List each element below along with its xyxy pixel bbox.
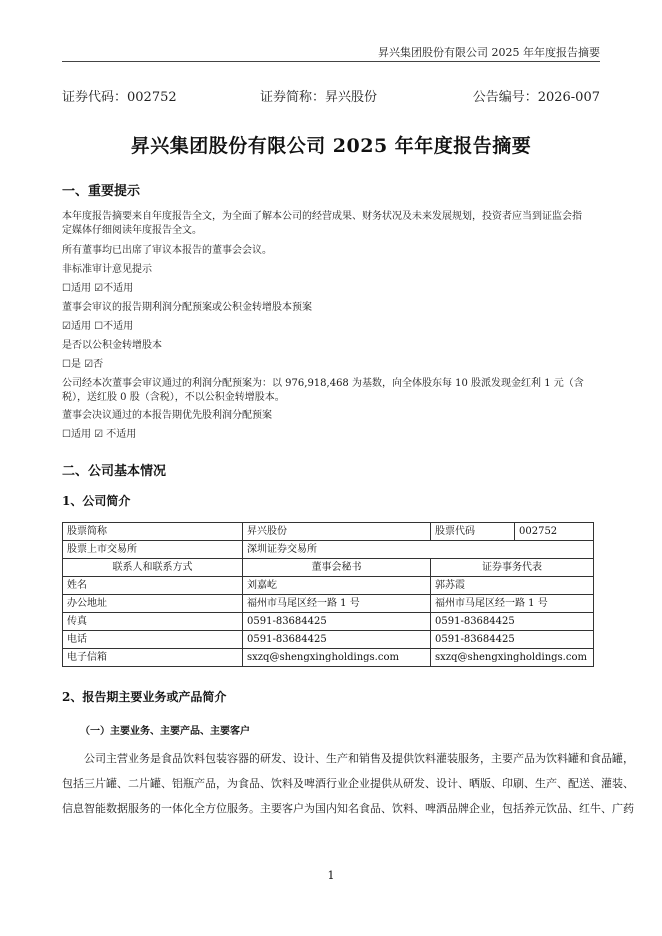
table-cell: 电子信箱 xyxy=(63,649,243,667)
table-row xyxy=(63,631,594,649)
table-row xyxy=(63,577,594,595)
notice-line: 非标准审计意见提示 xyxy=(62,264,152,275)
table-cell: 电话 xyxy=(63,631,243,649)
table-header-cell: 董事会秘书 xyxy=(243,559,431,577)
section-heading-basic-info: 二、公司基本情况 xyxy=(62,464,167,479)
page-number: 1 xyxy=(327,869,335,882)
running-header-text: 昇兴集团股份有限公司 2025 年年度报告摘要 xyxy=(378,46,600,59)
table-header-cell: 联系人和联系方式 xyxy=(63,559,243,577)
profit-plan-line: 税），送红股 0 股（含税），不以公积金转增股本。 xyxy=(62,392,285,403)
table-cell: 股票代码 xyxy=(431,523,515,541)
table-cell: 0591-83684425 xyxy=(243,631,431,649)
table-row xyxy=(63,541,594,559)
table-row xyxy=(63,649,594,667)
notice-line: 本年度报告摘要来自年度报告全文，为全面了解本公司的经营成果、财务状况及未来发展规划，投资者应当到证监会指 xyxy=(62,211,582,222)
subsection-company-profile: 1、公司简介 xyxy=(62,494,131,508)
notice-line: 定媒体仔细阅读年度报告全文。 xyxy=(62,225,202,236)
stock-short-name: 证券简称：昇兴股份 xyxy=(260,90,378,105)
table-cell: 郭苏霞 xyxy=(431,577,594,595)
table-cell: 股票上市交易所 xyxy=(63,541,243,559)
subsection-main-business: （一）主要业务、主要产品、主要客户 xyxy=(80,726,250,737)
table-row xyxy=(63,613,594,631)
table-row xyxy=(63,523,594,541)
notice-line: 所有董事均已出席了审议本报告的董事会会议。 xyxy=(62,245,272,256)
checkbox-line: ☐适用 ☑不适用 xyxy=(62,283,134,294)
table-cell: sxzq@shengxingholdings.com xyxy=(431,649,594,667)
notice-line: 是否以公积金转增股本 xyxy=(62,340,162,351)
table-cell: 002752 xyxy=(515,523,594,541)
body-paragraph-line: 公司主营业务是食品饮料包装容器的研发、设计、生产和销售及提供饮料灌装服务，主要产品为饮料罐和食品罐， xyxy=(84,752,634,765)
stock-code: 证券代码：002752 xyxy=(62,90,177,105)
table-row xyxy=(63,595,594,613)
table-cell: 姓名 xyxy=(63,577,243,595)
section-heading-important: 一、重要提示 xyxy=(62,184,141,199)
table-cell: 传真 xyxy=(63,613,243,631)
table-header-cell: 证券事务代表 xyxy=(431,559,594,577)
table-header-row xyxy=(63,559,594,577)
body-paragraph-line: 信息智能数据服务的一体化全方位服务。主要客户为国内知名食品、饮料、啤酒品牌企业，包括养元饮品、红牛、广药 xyxy=(62,802,634,815)
notice-line: 董事会审议的报告期利润分配预案或公积金转增股本预案 xyxy=(62,302,312,313)
checkbox-line: ☑适用 ☐不适用 xyxy=(62,321,134,332)
table-cell: 福州市马尾区经一路 1 号 xyxy=(243,595,431,613)
table-cell: sxzq@shengxingholdings.com xyxy=(243,649,431,667)
document-title: 昇兴集团股份有限公司 2025 年年度报告摘要 xyxy=(130,135,532,157)
table-cell: 办公地址 xyxy=(63,595,243,613)
table-cell: 深圳证券交易所 xyxy=(243,541,594,559)
checkbox-line: ☐是 ☑否 xyxy=(62,359,104,370)
subsection-business-intro: 2、报告期主要业务或产品简介 xyxy=(62,690,227,704)
notice-line: 董事会决议通过的本报告期优先股利润分配预案 xyxy=(62,410,272,421)
table-cell: 0591-83684425 xyxy=(431,613,594,631)
table-cell: 0591-83684425 xyxy=(243,613,431,631)
company-profile-table xyxy=(62,522,594,667)
notice-number: 公告编号：2026-007 xyxy=(472,90,600,105)
header-rule xyxy=(62,61,600,62)
body-paragraph-line: 包括三片罐、二片罐、铝瓶产品，为食品、饮料及啤酒行业企业提供从研发、设计、晒版、印刷、生产、配送、灌装、 xyxy=(62,777,634,790)
checkbox-line: ☐适用 ☑ 不适用 xyxy=(62,429,137,440)
table-cell: 股票简称 xyxy=(63,523,243,541)
table-cell: 刘嘉屹 xyxy=(243,577,431,595)
table-cell: 昇兴股份 xyxy=(243,523,431,541)
table-cell: 福州市马尾区经一路 1 号 xyxy=(431,595,594,613)
profit-plan-line: 公司经本次董事会审议通过的利润分配预案为：以 976,918,468 为基数，向全体股东每 10 股派发现金红利 1 元（含 xyxy=(62,378,584,389)
table-cell: 0591-83684425 xyxy=(431,631,594,649)
